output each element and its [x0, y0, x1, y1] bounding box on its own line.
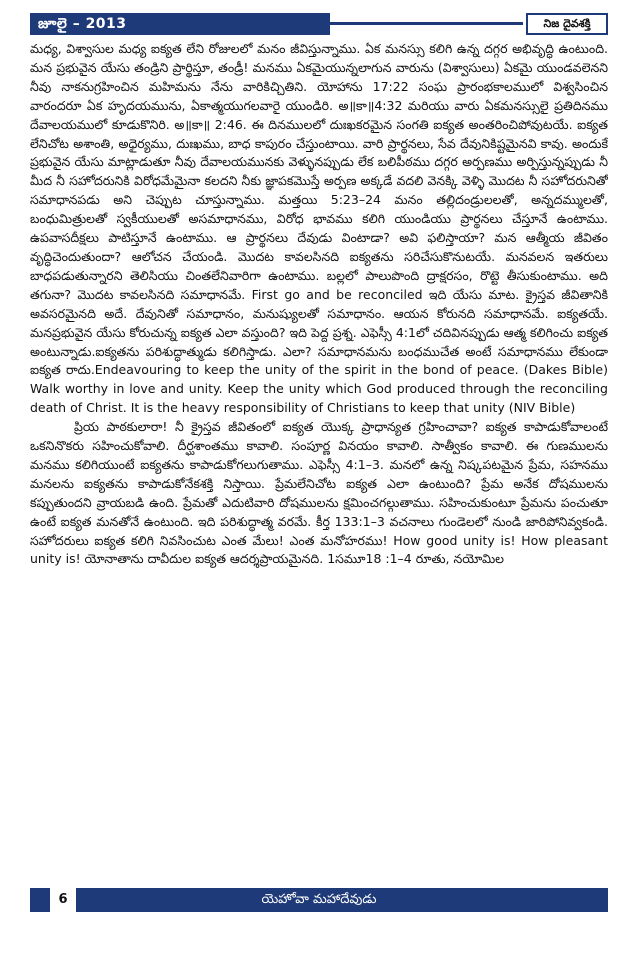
page-header [30, 13, 608, 35]
magazine-title: నిజ దైవశక్తి [526, 13, 608, 35]
issue-date: జూలై – 2013 [38, 16, 127, 32]
issue-banner [30, 13, 330, 35]
header-rule [330, 22, 523, 25]
article-paragraph: ప్రియ పాఠకులారా! నీ క్రైస్తవ జీవితంలో ఐక్యత యొక్క ప్రాధాన్యత గ్రహించావా? ఐక్యత కాపాడుకోవాలంటే ఒకనినొకరు సహించుకోవాలి. దీర్ఘశాంతము కావాలి. సంపూర్ణ వినయం కావాలి. సాత్వీకం కావాలి. ఈ గుణములను మనము కలిగియుంటే ఐక్యతను కాపాడుకోగలుగుతాము. ఎఫెస్సీ 4:1–3. మనలో ఉన్న నిష్కపటమైన ప్రేమ, సహనము మనలను ఐక్యతను కాపాడుకోనేకశక్తి నిస్తాయి. ప్రేమలేనిచోట ఐక్యత ఎలా ఉంటుంది? ప్రేమ అనేక దోషములను కప్పుతుందని వ్రాయబడి ఉంది. ప్రేమతో ఎదుటివారి దోషములను క్షమించగల్గుతాము. సహించుకుంటూ ప్రేమను పంచుతూ ఉంటే ఐక్యత మనతోనే ఉంటుంది. ఇది పరిశుద్ధాత్మ వరమే. కీర్త 133:1–3 వచనాలు గుండెలలో నుండి జారిపోనివ్వకండి. సహోదరులు ఐక్యత కలిగి నివసించుట ఎంత మేలు! ఎంత మనోహరము! How good unity is! How pleasant unity is! యోనాతాను దావీదుల ఐక్యత ఆదర్శప్రాయమైనది. 1సమూ18 :1–4 రూతు, నయోమిల [30, 419, 608, 567]
article-body [30, 40, 608, 835]
page-footer [30, 888, 608, 912]
page-number: 6 [50, 888, 76, 912]
footer-title: యెహోవా మహాదేవుడు [261, 892, 377, 907]
article-paragraph: మధ్య, విశ్వాసుల మధ్య ఐక్యత లేని రోజులలో మనం జీవిస్తున్నాము. ఏక మనస్సు కలిగి ఉన్న దగ్గర అభివృద్ధి ఉంటుంది. మన ప్రభువైన యేసు తండ్రిని ప్రార్థిస్తూ, తండ్రీ! మనము ఏకమైయున్నలాగున వారును (విశ్వాసులు) ఏకమై యుండవలెనని నీవు నాకనుగ్రహించిన మహిమను నేను వారికిచ్చితిని. యోహాను 17:22 సంఘ ప్రారంభకాలములో విశ్వసించిన వారందరూ ఏక హృదయమును, ఏకాత్మయుగలవారై యుండిరి. అ॥కా॥4:32 మరియు వారు ఏకమనస్సులై ప్రతిదినము దేవాలయములో కూడుకొనిరి. అ॥కా॥ 2:46. ఈ దినములలో దుఃఖకరమైన సంగతి ఐక్యత అంతరించిపోవుటయే. ఐక్యత లేనిచోట అశాంతి, అధైర్యము, దుఃఖము, బాధ కాపురం చేస్తుంటాయి. వారి ప్రార్థనలు, సేవ దేవునికిష్టమైనవి కావు. అందుకే ప్రభువైన యేసు మాట్లాడుతూ నీవు దేవాలయమునకు వెళ్ళునప్పుడు లేక బలిపీఠము దగ్గర అర్పణము అర్పిస్తున్నప్పుడు నీ మీద నీ సహోదరునికి విరోధమేమైనా కలదని నీకు జ్ఞాపకమొస్తే అర్పణ అక్కడే వదలి వెనక్కి వెళ్ళి మొదట నీ సహోదరునితో సమాధానపడు అని చెప్పుట చూస్తున్నాము. మత్తయి 5:23–24 మనం తల్లిదండ్రులలతో, అన్నదమ్ములతో, బంధుమిత్రులతో స్వకీయులతో అసమాధానము, విరోధ భావము కలిగి యుండియు ప్రార్థనలు చేస్తూనే ఉంటాము. ఉపవాసదీక్షలు పాటిస్తూనే ఉంటాము. ఆ ప్రార్థనలు దేవుడు వింటాడా? అవి ఫలిస్తాయా? మన ఆత్మీయ జీవితం వృద్ధిచెందుతుందా? ఆలోచన చేయండి. మొదట కావలసినది ఐక్యతను సరిచేసుకొనుటయే. మనవలన ఇతరులు బాధపడుతున్నారని తెలిసియు చింతలేనివారిగా ఉంటాము. బల్లలో పాలుపొంది ద్రాక్షరసం, రొట్టె తీసుకుంటాము. అది తగునా? మొదట కావలసినది సమాధానమే. First go and be reconciled ఇది యేసు మాట. క్రైస్తవ జీవితానికి అవసరమైనది అదే. దేవునితో సమాధానం, మనుష్యులతో సమాధానం. ఆయన కోరునది సమాధానమే. ఐక్యతయే. మనప్రభువైన యేసు కోరుచున్న ఐక్యత ఎలా వస్తుంది? ఇది పెద్ద ప్రశ్న. ఎఫెస్సీ 4:1లో చదివినప్పుడు ఆత్మ కలిగించు ఐక్యత అంటున్నాడు.ఐక్యతను పరిశుద్ధాత్ముడు కలిగిస్తాడు. ఎలా? సమాధానమను బంధముచేత అంటే సమాధానము లేకుండా ఐక్యత రాదు.Endeavouring to keep the unity of the spirit in the bond of peace. (Dakes Bible) Walk worthy in love and unity. Keep the unity which God produced through the reconciling death of Christ. It is the heavy responsibility of Christians to keep that unity (NIV Bible) [30, 41, 608, 416]
